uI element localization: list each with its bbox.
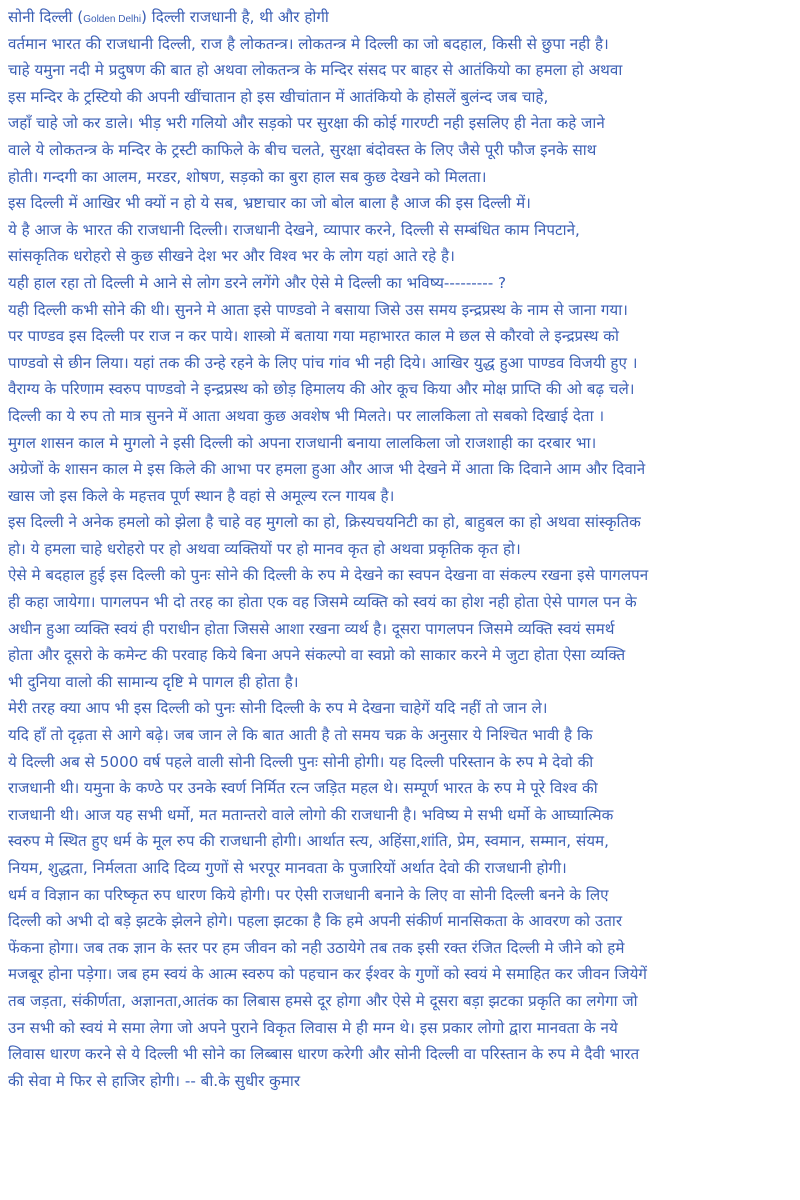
text-line: इस मन्दिर के ट्रस्टियो की अपनी खींचातान हो इस खीचांतान में आतंकियो के होसलें बुलंन्द जब चाहे, (8, 87, 549, 106)
text-line: जहाँ चाहे जो कर डाले। भीड़ भरी गलियो और सड़को पर सुरक्षा की कोई गारण्टी नही इसलिए ही नेता कहे जाने (8, 114, 605, 133)
text-line: ही कहा जायेगा। पागलपन भी दो तरह का होता एक वह जिसमे व्यक्ति को स्वयं का होश नही होता ऐसे पागल पन के (8, 593, 637, 612)
text-line: यही हाल रहा तो दिल्ली मे आने से लोग डरने लगेंगे और ऐसे मे दिल्ली का भविष्य--------- ? (8, 273, 507, 292)
text-line: होती। गन्दगी का आलम, मरडर, शोषण, सड़को का बुरा हाल सब कुछ देखने को मिलता। (8, 167, 487, 186)
text-line: राजधानी थी। आज यह सभी धर्मो, मत मतान्तरो वाले लोगो की राजधानी है। भविष्य मे सभी धर्मो के आघ्यात्मिक (8, 805, 614, 824)
text-line: ये दिल्ली अब से 5000 वर्ष पहले वाली सोनी दिल्ली पुनः सोनी होगी। यह दिल्ली परिस्तान के रुप मे देवो की (8, 752, 594, 771)
text-line: ऐसे मे बदहाल हुई इस दिल्ली को पुनः सोने की दिल्ली के रुप मे देखने का स्वपन देखना वा संकल्प रखना इसे पागलपन (8, 566, 649, 585)
text-line: तब जड़ता, संकीर्णता, अज्ञानता,आतंक का लिबास हमसे दूर होगा और ऐसे मे दूसरा बड़ा झटका प्रकृति का लगेगा जो (8, 991, 638, 1010)
text-line: यही दिल्ली कभी सोने की थी। सुनने मे आता इसे पाण्डवो ने बसाया जिसे उस समय इन्द्रप्रस्थ के नाम से जाना गया। (8, 300, 628, 319)
text-line: भी दुनिया वालो की सामान्य दृष्टि मे पागल ही होता है। (8, 672, 299, 691)
text-line: होता और दूसरो के कमेन्ट की परवाह किये बिना अपने संकल्पो वा स्वप्नो को साकार करने मे जुटा होता ऐसा व्यक्ति (8, 646, 626, 665)
text-line: राजधानी थी। यमुना के कण्ठे पर उनके स्वर्ण निर्मित रत्न जड़ित महल थे। सम्पूर्ण भारत के रुप मे पूरे विश्व की (8, 779, 598, 798)
text-line: धर्म व विज्ञान का परिष्कृत रुप धारण किये होगी। पर ऐसी राजधानी बनाने के लिए वा सोनी दिल्ली बनने के लिए (8, 885, 609, 904)
text-line: मेरी तरह क्या आप भी इस दिल्ली को पुनः सोनी दिल्ली के रुप मे देखना चाहेगें यदि नहीं तो जान ले। (8, 699, 548, 718)
text-line: मजबूर होना पड़ेगा। जब हम स्वयं के आत्म स्वरुप को पहचान कर ईश्वर के गुणों को स्वयं मे समाहित कर जीवन जियेगें (8, 965, 647, 984)
title-suffix: ) दिल्ली राजधानी है, थी और होगी (141, 8, 329, 26)
text-line: पाण्डवो से छीन लिया। यहां तक की उन्हे रहने के लिए पांच गांव भी नही दिये। आखिर युद्ध हुआ पाण्डव विजयी हुए । (8, 353, 638, 372)
text-line: वर्तमान भारत की राजधानी दिल्ली, राज है लोकतन्त्र। लोकतन्त्र मे दिल्ली का जो बदहाल, किसी से छुपा नही है। (8, 34, 609, 53)
signature-line: की सेवा मे फिर से हाजिर होगी। -- बी.के सुधीर कुमार (8, 1071, 301, 1090)
text-line: इस दिल्ली ने अनेक हमलो को झेला है चाहे वह मुगलो का हो, क्रिस्यचयनिटी का हो, बाहुबल का हो अथवा सांस्कृतिक (8, 513, 641, 532)
title-english: Golden Delhi (83, 14, 142, 25)
text-line: नियम, शुद्धता, निर्मलता आदि दिव्य गुणों से भरपूर मानवता के पुजारियों अर्थात देवो की राजधानी होगी। (8, 859, 567, 877)
text-line: दिल्ली का ये रुप तो मात्र सुनने में आता अथवा कुछ अवशेष भी मिलते। पर लालकिला तो सबको दिखाई देता । (8, 406, 605, 425)
text-line: अग्रेजों के शासन काल मे इस किले की आभा पर हमला हुआ और आज भी देखने में आता कि दिवाने आम और दिवाने (8, 460, 646, 479)
text-line: यदि हाँ तो दृढ़ता से आगे बढ़े। जब जान ले कि बात आती है तो समय चक्र के अनुसार ये निश्चित भावी है कि (8, 726, 593, 745)
text-line: पर पाण्डव इस दिल्ली पर राज न कर पाये। शास्त्रो में बताया गया महाभारत काल मे छल से कौरवो ले इन्द्रप्रस्थ को (8, 327, 619, 346)
text-line: मुगल शासन काल मे मुगलो ने इसी दिल्ली को अपना राजधानी बनाया लालकिला जो राजशाही का दरबार भा। (8, 433, 597, 452)
text-line: दिल्ली को अभी दो बड़े झटके झेलने होगे। पहला झटका है कि हमे अपनी संकीर्ण मानसिकता के आवरण को उतार (8, 912, 623, 931)
text-line: हो। ये हमला चाहे धरोहरो पर हो अथवा व्यक्तियों पर हो मानव कृत हो अथवा प्रकृतिक कृत हो। (8, 539, 521, 558)
text-line: वैराग्य के परिणाम स्वरुप पाण्डवो ने इन्द्रप्रस्थ को छोड़ हिमालय की ओर कूच किया और मोक्ष प्राप्ति की ओ बढ़ चले। (8, 380, 635, 399)
text-line: ये है आज के भारत की राजधानी दिल्ली। राजधानी देखने, व्यापार करने, दिल्ली से सम्बंधित काम निपटाने, (8, 220, 580, 239)
text-line: चाहे यमुना नदी मे प्रदुषण की बात हो अथवा लोकतन्त्र के मन्दिर संसद पर बाहर से आतंकियो का हमला हो अथवा (8, 61, 623, 80)
text-line: सांसकृतिक धरोहरो से कुछ सीखने देश भर और विश्व भर के लोग यहां आते रहे है। (8, 247, 455, 266)
text-line: इस दिल्ली में आखिर भी क्यों न हो ये सब, भ्रष्टाचार का जो बोल बाला है आज की इस दिल्ली में। (8, 194, 531, 213)
text-line: फेंकना होगा। जब तक ज्ञान के स्तर पर हम जीवन को नही उठायेगे तब तक इसी रक्त रंजित दिल्ली मे जीने को हमे (8, 938, 625, 957)
text-line: वाले ये लोकतन्त्र के मन्दिर के ट्रस्टी काफिले के बीच चलते, सुरक्षा बंदोवस्त के लिए जैसे पूरी फौज इनके साथ (8, 140, 597, 159)
text-line: खास जो इस किले के महत्तव पूर्ण स्थान है वहां से अमूल्य रत्न गायब है। (8, 486, 395, 505)
text-line: लिवास धारण करने से ये दिल्ली भी सोने का लिब्बास धारण करेगी और सोनी दिल्ली वा परिस्तान के रुप मे दैवी भारत (8, 1045, 640, 1064)
article-title (8, 4, 792, 31)
title-prefix: सोनी दिल्ली ( (8, 8, 84, 26)
text-line: स्वरुप मे स्थित हुए धर्म के मूल रुप की राजधानी होगी। आर्थात स्त्य, अहिंसा,शांति, प्रेम, स्वमान, सम्मान, संयम, (8, 832, 609, 851)
text-line: अधीन हुआ व्यक्ति स्वयं ही पराधीन होता जिससे आशा रखना व्यर्थ है। दूसरा पागलपन जिसमे व्यक्ति स्वयं समर्थ (8, 619, 615, 638)
text-line: उन सभी को स्वयं मे समा लेगा जो अपने पुराने विकृत लिवास मे ही मग्न थे। इस प्रकार लोगो द्वारा मानवता के नये (8, 1018, 618, 1037)
